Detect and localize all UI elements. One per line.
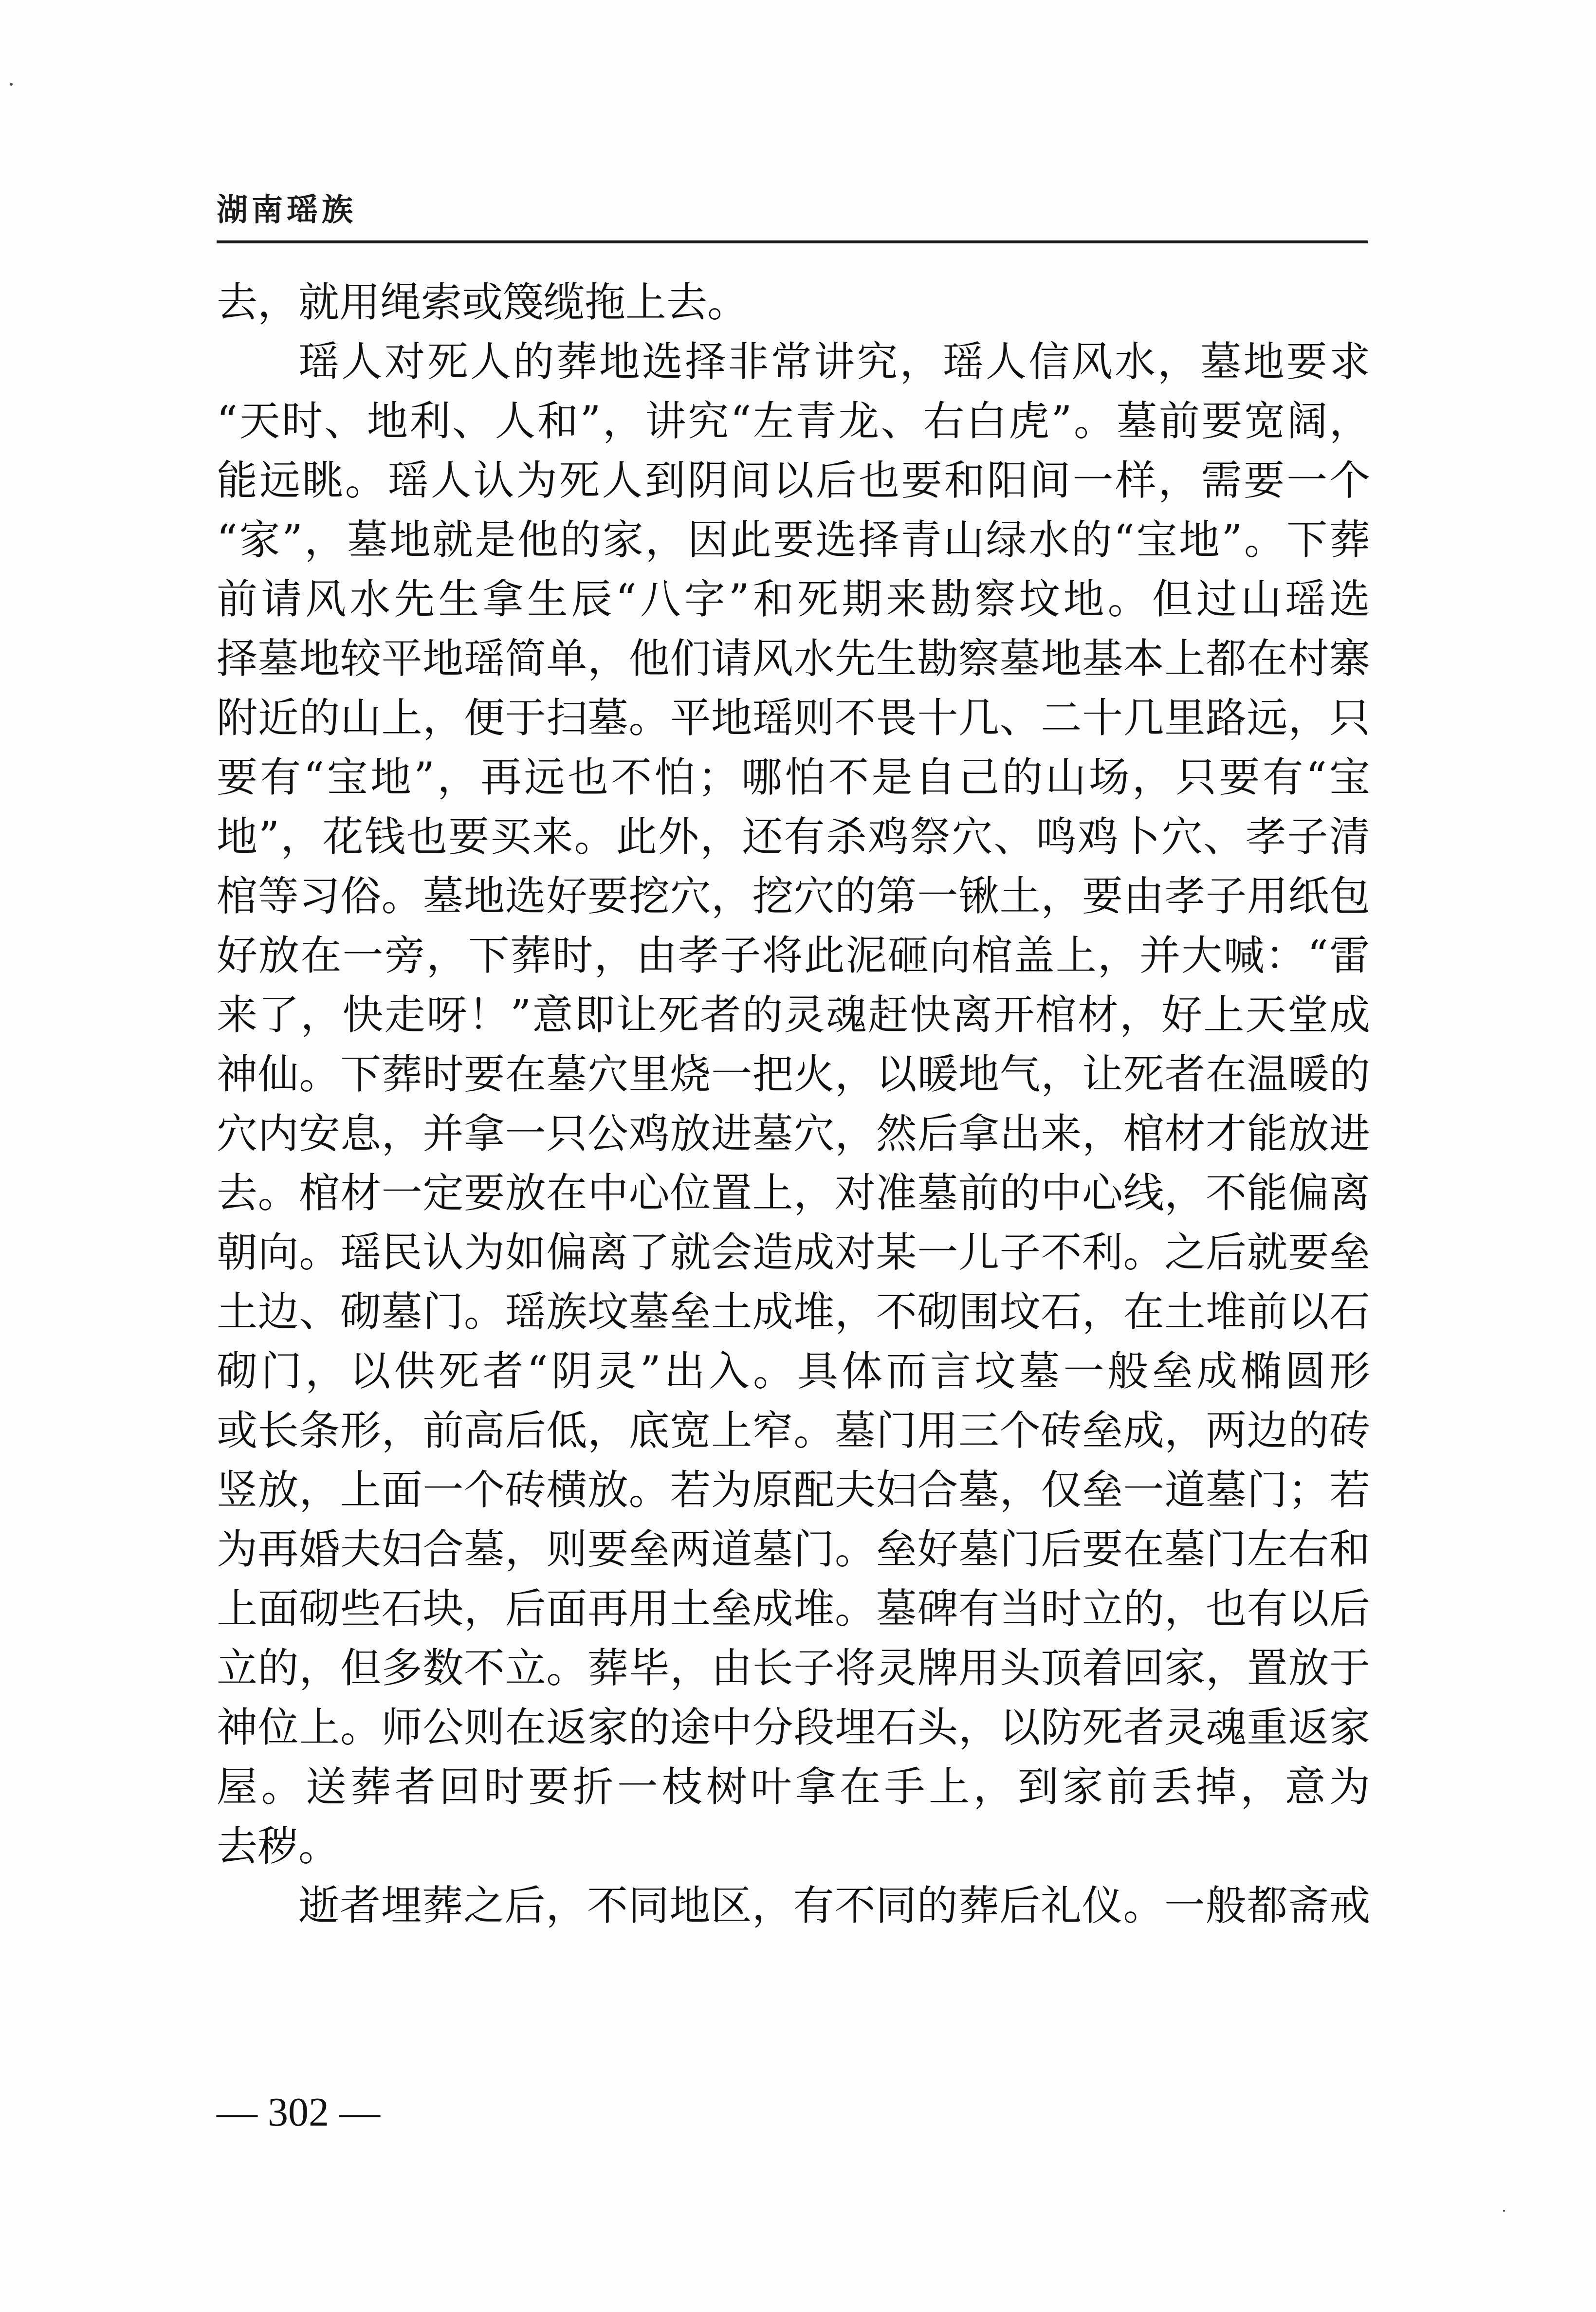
text-line: 去。棺材一定要放在中心位置上，对准墓前的中心线，不能偏离: [217, 1169, 1370, 1217]
scan-speck: [1503, 2210, 1505, 2212]
text-line: 上面砌些石块，后面再用土垒成堆。墓碑有当时立的，也有以后: [217, 1585, 1370, 1633]
scan-speck: [10, 83, 13, 86]
header-rule: [217, 240, 1368, 243]
text-line: 神位上。师公则在返家的途中分段埋石头，以防死者灵魂重返家: [217, 1704, 1370, 1751]
text-line: 要有“宝地”，再远也不怕；哪怕不是自己的山场，只要有“宝: [217, 753, 1370, 801]
text-line: 逝者埋葬之后，不同地区，有不同的葬后礼仪。一般都斋戒: [298, 1882, 1370, 1929]
text-line: 穴内安息，并拿一只公鸡放进墓穴，然后拿出来，棺材才能放进: [217, 1110, 1370, 1157]
text-line: 前请风水先生拿生辰“八字”和死期来勘察坟地。但过山瑶选: [217, 575, 1370, 623]
text-line: 择墓地较平地瑶简单，他们请风水先生勘察墓地基本上都在村寨: [217, 635, 1370, 682]
page-number: — 302 —: [217, 2090, 380, 2135]
text-line: 地”，花钱也要买来。此外，还有杀鸡祭穴、鸣鸡卜穴、孝子清: [217, 813, 1370, 861]
text-line: “家”，墓地就是他的家，因此要选择青山绿水的“宝地”。下葬: [217, 516, 1370, 564]
text-line: 神仙。下葬时要在墓穴里烧一把火，以暖地气，让死者在温暖的: [217, 1050, 1370, 1098]
text-line: 附近的山上，便于扫墓。平地瑶则不畏十几、二十几里路远，只: [217, 694, 1370, 742]
text-line: “天时、地利、人和”，讲究“左青龙、右白虎”。墓前要宽阔，: [217, 397, 1370, 445]
text-line: 棺等习俗。墓地选好要挖穴，挖穴的第一锹土，要由孝子用纸包: [217, 872, 1370, 920]
text-line: 好放在一旁，下葬时，由孝子将此泥砸向棺盖上，并大喊：“雷: [217, 932, 1370, 979]
text-line: 去，就用绳索或篾缆拖上去。: [217, 278, 749, 326]
text-line: 为再婚夫妇合墓，则要垒两道墓门。垒好墓门后要在墓门左右和: [217, 1525, 1370, 1573]
text-line: 竖放，上面一个砖横放。若为原配夫妇合墓，仅垒一道墓门；若: [217, 1466, 1370, 1514]
text-line: 瑶人对死人的葬地选择非常讲究，瑶人信风水，墓地要求: [298, 338, 1370, 385]
text-line: 土边、砌墓门。瑶族坟墓垒土成堆，不砌围坟石，在土堆前以石: [217, 1288, 1370, 1336]
body-text: [217, 273, 1370, 1935]
text-line: 能远眺。瑶人认为死人到阴间以后也要和阳间一样，需要一个: [217, 457, 1370, 504]
text-line: 立的，但多数不立。葬毕，由长子将灵牌用头顶着回家，置放于: [217, 1644, 1370, 1692]
text-line: 去秽。: [217, 1822, 340, 1870]
text-line: 砌门，以供死者“阴灵”出入。具体而言坟墓一般垒成椭圆形: [217, 1347, 1370, 1395]
running-header: 湖南瑶族: [217, 192, 357, 228]
text-line: 来了，快走呀！”意即让死者的灵魂赶快离开棺材，好上天堂成: [217, 991, 1370, 1039]
text-line: 朝向。瑶民认为如偏离了就会造成对某一儿子不利。之后就要垒: [217, 1229, 1370, 1276]
text-line: 屋。送葬者回时要折一枝树叶拿在手上，到家前丢掉，意为: [217, 1763, 1370, 1811]
text-line: 或长条形，前高后低，底宽上窄。墓门用三个砖垒成，两边的砖: [217, 1407, 1370, 1454]
